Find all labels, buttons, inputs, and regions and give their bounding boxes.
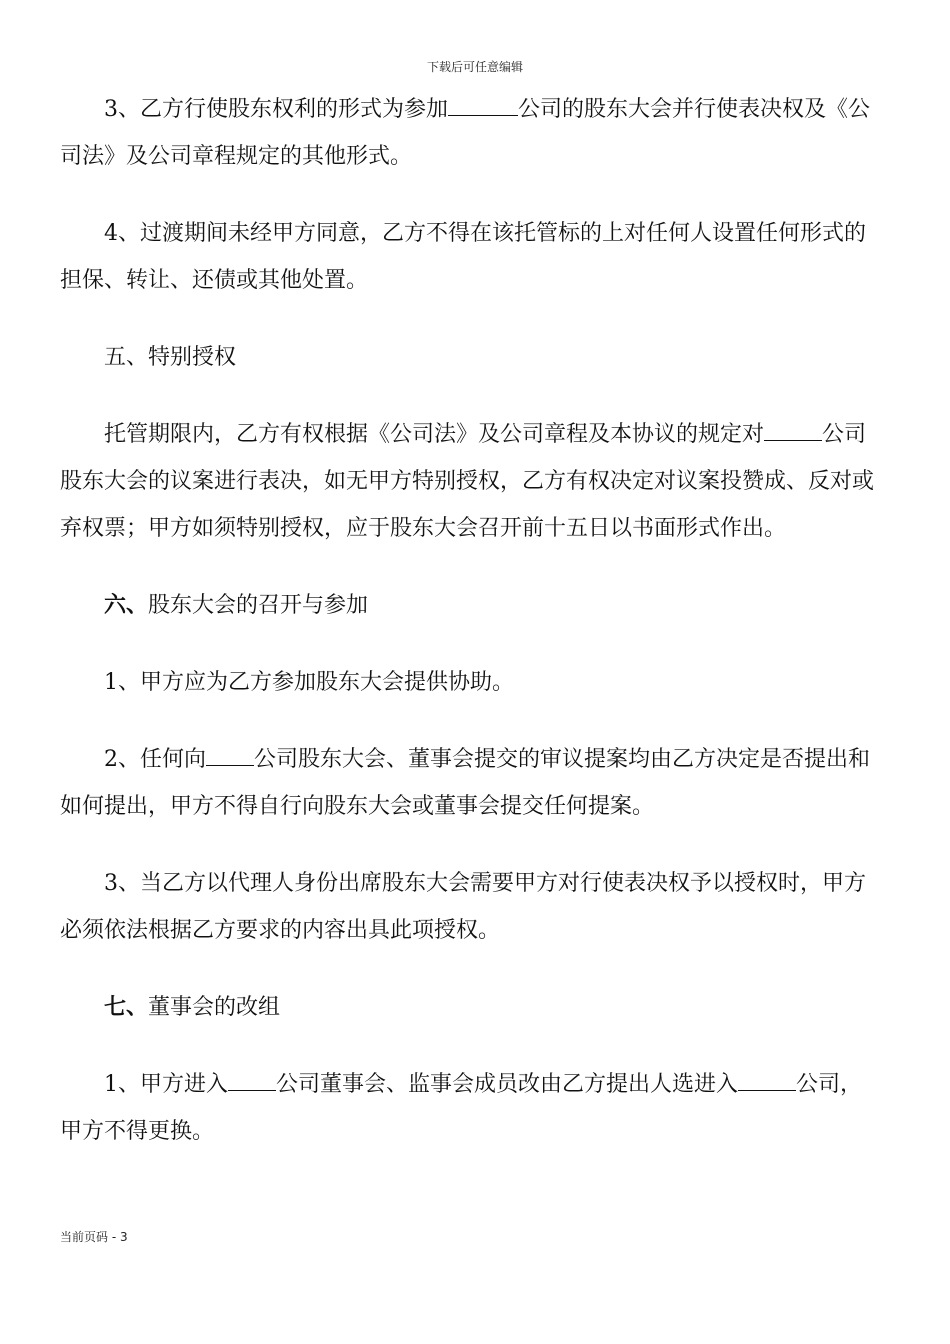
- section-heading-shareholder-meeting: [60, 582, 880, 629]
- paragraph-board-members: [60, 1061, 880, 1155]
- document-body: [60, 86, 880, 1155]
- text-segment: 公司的股东大会并行使表决权及《公司法》及公司章程规定的其他形式。: [60, 97, 871, 169]
- text-segment: 1、甲方进入: [104, 1072, 228, 1097]
- text-segment: 公司股东大会、董事会提交的审议提案均由乙方决定是否提出和如何提出，甲方不得自行向股东大会或董事会提交任何提案。: [60, 747, 871, 819]
- section-number: 七、: [104, 994, 149, 1020]
- section-title: 董事会的改组: [148, 995, 281, 1020]
- page-footer: 当前页码 - 3: [60, 1230, 128, 1244]
- text-segment: 2、任何向: [104, 747, 206, 772]
- text-segment: 托管期限内，乙方有权根据《公司法》及公司章程及本协议的规定对: [104, 422, 765, 447]
- text-segment: 公司股东大会的议案进行表决，如无甲方特别授权，乙方有权决定对议案投赞成、反对或弃权票；甲方如须特别授权，应于股东大会召开前十五日以书面形式作出。: [60, 422, 875, 541]
- paragraph-proposals: [60, 736, 880, 830]
- fill-blank: [764, 420, 822, 441]
- fill-blank: [738, 1070, 796, 1091]
- section-heading-special-authorization: 五、特别授权: [104, 345, 237, 370]
- paragraph-voting-authority: [60, 411, 880, 552]
- page-header: 下载后可任意编辑: [426, 60, 523, 74]
- fill-blank: [448, 95, 518, 116]
- paragraph-transition-period: 4、过渡期间未经甲方同意，乙方不得在该托管标的上对任何人设置任何形式的担保、转让、还债或其他处置。: [60, 221, 866, 293]
- paragraph-assistance: 1、甲方应为乙方参加股东大会提供协助。: [104, 670, 514, 695]
- text-segment: 公司董事会、监事会成员改由乙方提出人选进入: [276, 1072, 739, 1097]
- text-segment: 公司，甲方不得更换。: [60, 1072, 863, 1144]
- section-title: 股东大会的召开与参加: [148, 593, 369, 618]
- section-number: 六、: [104, 592, 149, 618]
- paragraph-proxy-authorization: 3、当乙方以代理人身份出席股东大会需要甲方对行使表决权予以授权时，甲方必须依法根据乙方要求的内容出具此项授权。: [60, 871, 866, 943]
- section-heading-board-reorganization: [60, 984, 880, 1031]
- fill-blank: [228, 1070, 276, 1091]
- paragraph-shareholder-rights: [60, 86, 880, 180]
- fill-blank: [206, 745, 254, 766]
- text-segment: 3、乙方行使股东权利的形式为参加: [104, 97, 448, 122]
